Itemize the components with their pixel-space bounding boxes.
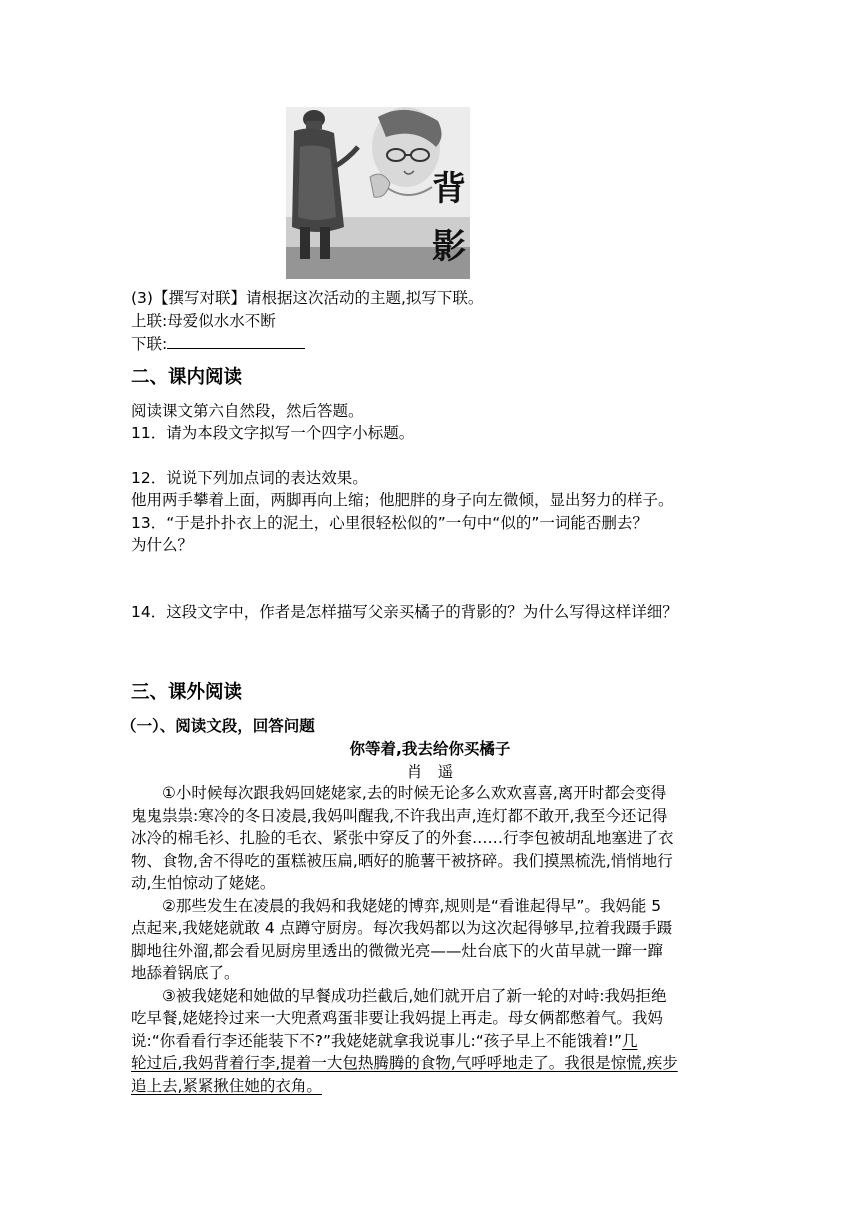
- q3-lower-couplet-line: [131, 333, 305, 355]
- article-title: 你等着,我去给你买橘子: [349, 740, 511, 758]
- section2-intro: 阅读课文第六自然段，然后答题。: [131, 402, 364, 420]
- paragraph-1-line: 鬼鬼祟祟:寒冷的冬日凌晨,我妈叫醒我,不许我出声,连灯都不敢开,我至今还记得: [131, 807, 668, 825]
- underlined-text: 几: [622, 1032, 638, 1050]
- illustration-title-char-1: 背: [432, 169, 466, 209]
- article-author: 肖 遥: [406, 763, 454, 781]
- paragraph-2-line: ②那些发生在凌晨的我妈和我姥姥的博弈,规则是“看谁起得早”。我妈能 5: [162, 897, 662, 915]
- paragraph-1-line: 动,生怕惊动了姥姥。: [131, 874, 276, 892]
- question-12-sentence: 他用两手攀着上面，两脚再向上缩；他肥胖的身子向左微倾，显出努力的样子。: [131, 491, 674, 509]
- q3-prompt: (3)【撰写对联】请根据这次活动的主题,拟写下联。: [131, 289, 484, 307]
- paragraph-1-line: 物、食物,舍不得吃的蛋糕被压扁,晒好的脆薯干被挤碎。我们摸黑梳洗,悄悄地行: [131, 852, 673, 870]
- paragraph-1-line: 冰冷的棉毛衫、扎脸的毛衣、紧张中穿反了的外套……行李包被胡乱地塞进了衣: [131, 829, 674, 847]
- paragraph-2-line: 点起来,我姥姥就敢 4 点蹲守厨房。每次我妈都以为这次起得够早,拉着我蹑手蹑: [131, 919, 673, 937]
- q3-lower-label: 下联:: [131, 335, 168, 353]
- paragraph-3-text: 说:“你看看行李还能装下不?”我姥姥就拿我说事儿:“孩子早上不能饿着!”: [131, 1032, 623, 1050]
- question-13-line1: 13．“于是扑扑衣上的泥土，心里很轻松似的”一句中“似的”一词能否删去？: [131, 514, 648, 532]
- section2-heading: 二、课内阅读: [131, 367, 243, 388]
- paragraph-2-line: 脚地往外溜,都会看见厨房里透出的微微光亮——灶台底下的火苗早就一蹿一蹿: [131, 942, 663, 960]
- question-11: 11．请为本段文字拟写一个四字小标题。: [131, 424, 415, 442]
- question-13-line2: 为什么？: [131, 536, 194, 554]
- section3-heading: 三、课外阅读: [131, 682, 243, 703]
- paragraph-3-underlined-line: 轮过后,我妈背着行李,提着一大包热腾腾的食物,气呼呼地走了。我很是惊慌,疾步: [131, 1054, 678, 1072]
- illustration-image: [286, 107, 470, 279]
- section3-subheading: （一）、阅读文段，回答问题: [121, 717, 315, 735]
- paragraph-3-line: 吃早餐,姥姥拎过来一大兜煮鸡蛋非要让我妈提上再走。母女俩都憋着气。我妈: [131, 1009, 663, 1027]
- question-14: 14．这段文字中，作者是怎样描写父亲买橘子的背影的？为什么写得这样详细？: [131, 603, 678, 621]
- paragraph-1-line: ①小时候每次跟我妈回姥姥家,去的时候无论多么欢欢喜喜,离开时都会变得: [162, 784, 667, 802]
- q3-answer-blank[interactable]: [167, 333, 305, 349]
- question-12: 12．说说下列加点词的表达效果。: [131, 469, 368, 487]
- paragraph-3-line: ③被我姥姥和她做的早餐成功拦截后,她们就开启了新一轮的对峙:我妈拒绝: [162, 987, 667, 1005]
- paragraph-3-line: [131, 1030, 638, 1052]
- paragraph-3-underlined-line: 追上去,紧紧揪住她的衣角。: [131, 1077, 322, 1095]
- illustration-title-char-2: 影: [432, 227, 466, 267]
- q3-upper-couplet: 上联:母爱似水水不断: [131, 312, 276, 330]
- paragraph-2-line: 地舔着锅底了。: [131, 964, 240, 982]
